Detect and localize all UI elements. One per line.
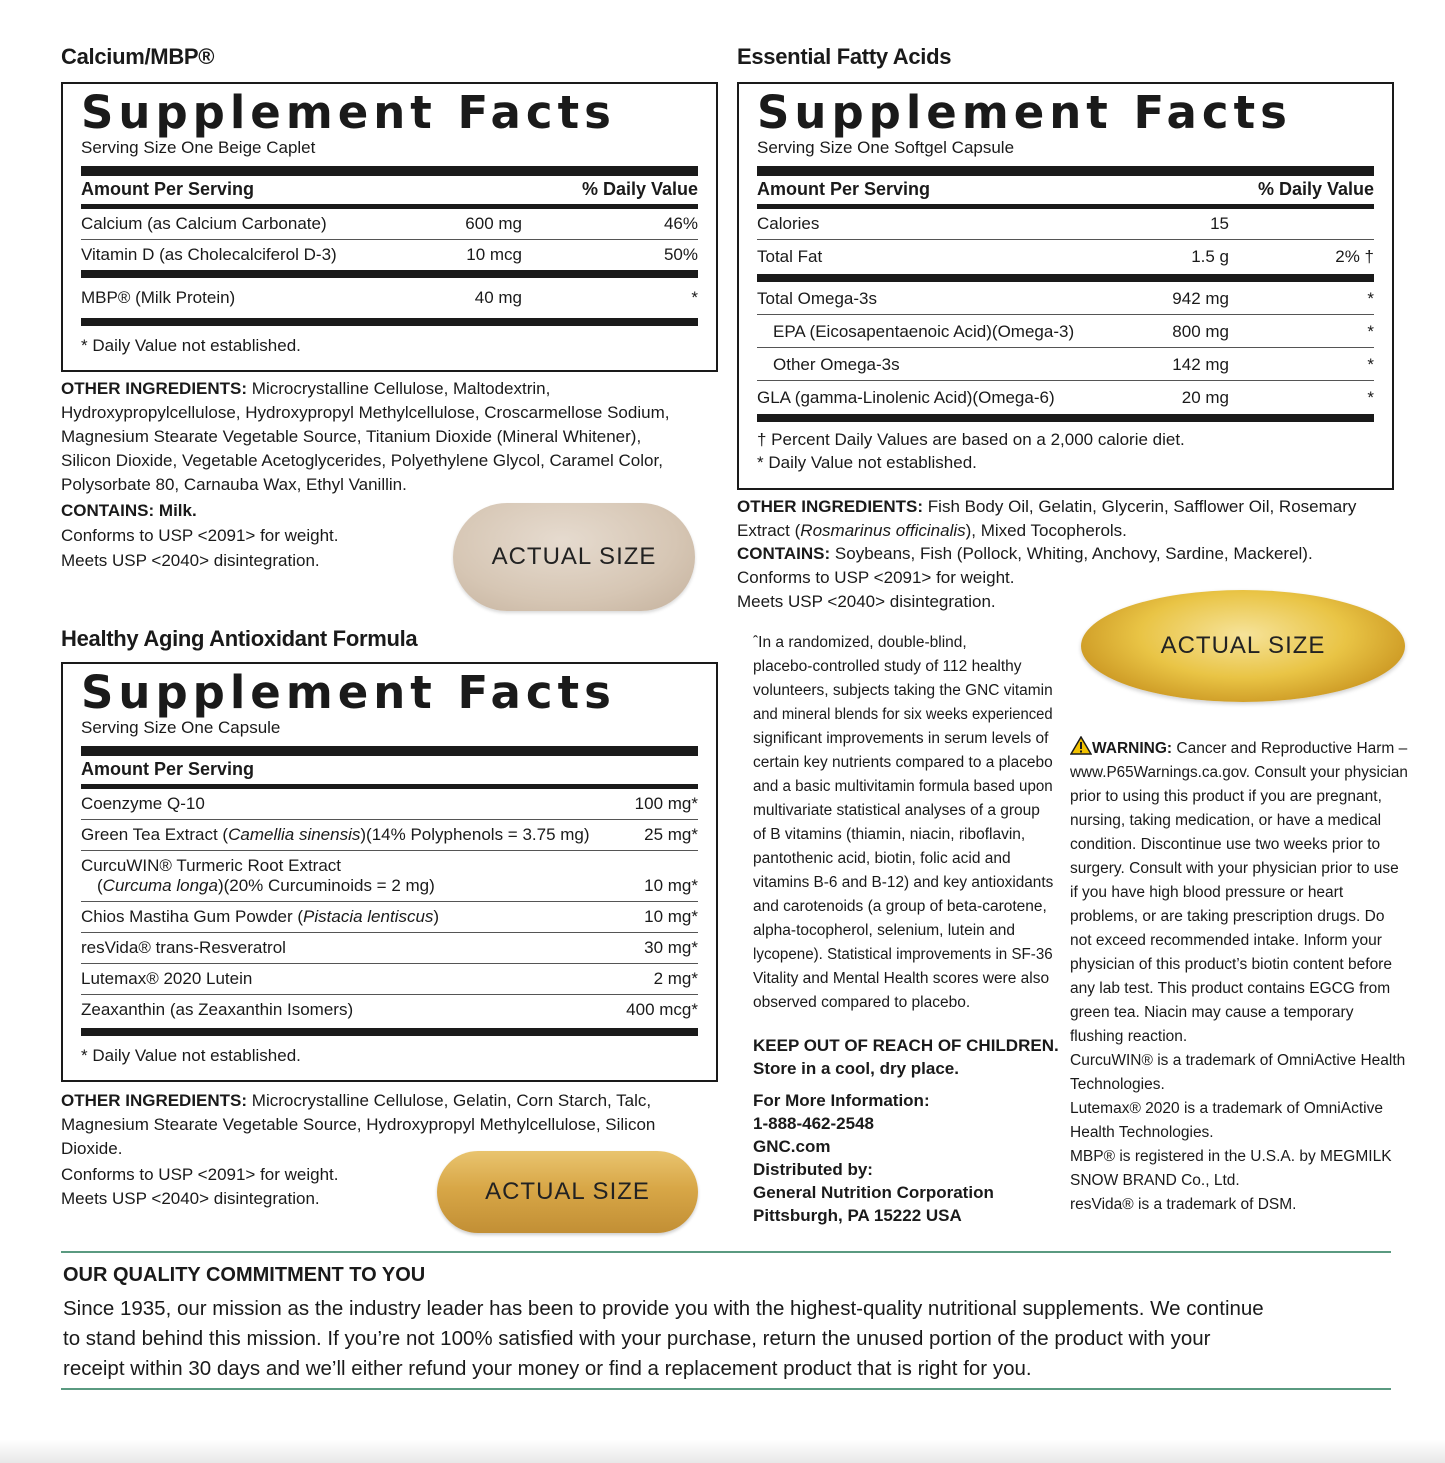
nutrient-row xyxy=(81,995,698,1036)
calcium-facts-heading: Supplement Facts xyxy=(81,86,616,139)
study-line: placebo-controlled study of 112 healthy xyxy=(753,658,1022,675)
other-ingredients-italic: Rosmarinus officinalis xyxy=(800,521,966,540)
contains-label: CONTAINS: xyxy=(737,544,831,563)
efa-serving-size: Serving Size One Softgel Capsule xyxy=(757,138,1374,176)
warning-line: condition. Discontinue use two weeks prior to xyxy=(1070,836,1381,853)
nutrient-row xyxy=(81,902,698,933)
amount-per-serving-label: Amount Per Serving xyxy=(757,179,931,199)
nutrient-amount: 942 mg xyxy=(1172,289,1229,308)
warning-line: physician of this product’s biotin content before xyxy=(1070,956,1392,973)
nutrient-row xyxy=(757,209,1374,240)
calcium-serving-size: Serving Size One Beige Caplet xyxy=(81,138,698,176)
warning-line: not exceed recommended intake. Inform your xyxy=(1070,932,1382,949)
study-line: and mineral blends for six weeks experienced xyxy=(753,706,1053,723)
warning-line: SNOW BRAND Co., Ltd. xyxy=(1070,1172,1240,1189)
calcium-title: Calcium/MBP® xyxy=(61,44,215,69)
capsule-pill-image xyxy=(437,1151,698,1233)
warning-line: Health Technologies. xyxy=(1070,1124,1214,1141)
nutrient-amount: 30 mg* xyxy=(644,938,698,957)
nutrient-name-detail: (Curcuma longa)(20% Curcuminoids = 2 mg) xyxy=(97,876,435,895)
nutrient-dv: 46% xyxy=(663,214,698,233)
warning-line: prior to using this product if you are pregnant, xyxy=(1070,788,1382,805)
efa-footnote-dv: * Daily Value not established. xyxy=(757,453,977,472)
aging-amount-header xyxy=(81,756,698,789)
nutrient-amount: 15 xyxy=(1210,214,1229,233)
daily-value-label: % Daily Value xyxy=(1257,179,1374,199)
other-ingredients-text: ), Mixed Tocopherols. xyxy=(965,521,1127,540)
nutrient-dv: * xyxy=(1367,289,1374,308)
efa-usp-disintegration: Meets USP <2040> disintegration. xyxy=(737,592,996,611)
contains-text: Milk. xyxy=(154,501,197,520)
warning-body xyxy=(1070,761,1410,1217)
study-line: alpha-tocopherol, selenium, lutein and xyxy=(753,922,1015,939)
nutrient-name: Lutemax® 2020 Lutein xyxy=(81,969,253,988)
nutrient-dv: * xyxy=(1367,322,1374,341)
warning-line: green tea. Niacin may cause a temporary xyxy=(1070,1004,1354,1021)
distributed-by-label: Distributed by: xyxy=(753,1160,873,1179)
nutrient-amount: 142 mg xyxy=(1172,355,1229,374)
quality-line: receipt within 30 days and we’ll either refund your money or find a replacement product that is right for you. xyxy=(63,1357,1032,1380)
divider-bottom xyxy=(61,1388,1391,1390)
efa-other-ingredients xyxy=(737,495,1392,543)
page-bottom-edge xyxy=(0,1440,1445,1463)
aging-facts-heading: Supplement Facts xyxy=(81,666,616,719)
efa-title: Essential Fatty Acids xyxy=(737,44,952,69)
nutrient-row xyxy=(757,282,1374,315)
nutrient-row xyxy=(757,348,1374,381)
warning-line: MBP® is registered in the U.S.A. by MEGMILK xyxy=(1070,1148,1392,1165)
nutrient-name: EPA (Eicosapentaenoic Acid)(Omega-3) xyxy=(773,322,1075,341)
warning-line: flushing reaction. xyxy=(1070,1028,1188,1045)
other-ingredients-text: Microcrystalline Cellulose, Maltodextrin, Hydroxypropylcellulose, Hydroxypropyl Methylcellulose, Croscarmellose Sodium, Magnesium Stearate Vegetable Source, Titanium Dioxide (Mineral Whitener), Silicon Dioxide, Vegetable Acetoglycerides, Polyethylene Glycol, Caramel Color, Polysorbate 80, Carnauba Wax, Ethyl Vanillin. xyxy=(61,379,670,494)
nutrient-amount: 10 mg* xyxy=(644,876,698,895)
nutrient-name: CurcuWIN® Turmeric Root Extract xyxy=(81,856,342,875)
study-line: and a basic multivitamin formula based upon xyxy=(753,778,1053,795)
nutrient-amount: 25 mg* xyxy=(644,825,698,844)
study-line: volunteers, subjects taking the GNC vitamin xyxy=(753,682,1053,699)
nutrient-amount: 10 mg* xyxy=(644,907,698,926)
nutrient-dv xyxy=(1229,214,1374,234)
nutrient-row-curcuwin xyxy=(81,851,698,902)
study-line: certain key nutrients compared to a placebo xyxy=(753,754,1053,771)
calcium-footnote: * Daily Value not established. xyxy=(81,336,301,355)
nutrient-name: Total Fat xyxy=(757,247,823,266)
contains-label: CONTAINS: xyxy=(61,501,155,520)
calcium-facts-panel xyxy=(61,82,718,372)
actual-size-label: ACTUAL SIZE xyxy=(491,543,657,570)
calcium-contains xyxy=(61,499,197,523)
nutrient-row xyxy=(81,240,698,278)
study-line: observed compared to placebo. xyxy=(753,994,971,1011)
nutrient-row xyxy=(81,278,698,326)
nutrient-row xyxy=(81,933,698,964)
storage-notice: Store in a cool, dry place. xyxy=(753,1059,959,1078)
quality-text xyxy=(63,1294,1393,1384)
quality-line: to stand behind this mission. If you’re not 100% satisfied with your purchase, return the unused portion of the product with your xyxy=(63,1327,1211,1350)
aging-serving-size: Serving Size One Capsule xyxy=(81,718,698,756)
other-ingredients-label: OTHER INGREDIENTS: xyxy=(61,1091,248,1110)
warning-line: Lutemax® 2020 is a trademark of OmniActive xyxy=(1070,1100,1383,1117)
study-text xyxy=(753,631,1058,1015)
warning-line: problems, or are taking prescription drugs. Do xyxy=(1070,908,1385,925)
nutrient-name: Other Omega-3s xyxy=(773,355,900,374)
nutrient-amount: 10 mcg xyxy=(466,245,522,264)
nutrient-dv: 50% xyxy=(663,245,698,264)
company-name: General Nutrition Corporation xyxy=(753,1183,994,1202)
nutrient-name: Vitamin D (as Cholecalciferol D-3) xyxy=(81,245,337,264)
study-line: vitamins B-6 and B-12) and key antioxidants xyxy=(753,874,1054,891)
study-line: and carotenoids (a group of beta-carotene, xyxy=(753,898,1047,915)
nutrient-row xyxy=(757,240,1374,282)
calcium-other-ingredients xyxy=(61,377,691,497)
nutrient-name: Total Omega-3s xyxy=(757,289,877,308)
caplet-pill-image xyxy=(453,503,695,611)
nutrient-row xyxy=(81,820,698,851)
study-line: multivariate statistical analyses of a group xyxy=(753,802,1040,819)
other-ingredients-text: Microcrystalline Cellulose, Gelatin, Corn Starch, Talc, Magnesium Stearate Vegetable Source, Hydroxypropyl Methylcellulose, Silicon Dioxide. xyxy=(61,1091,656,1158)
nutrient-amount: 100 mg* xyxy=(634,794,698,813)
actual-size-label: ACTUAL SIZE xyxy=(1160,632,1326,659)
amount-per-serving-label: Amount Per Serving xyxy=(81,759,255,779)
nutrient-name: Chios Mastiha Gum Powder (Pistacia lentiscus) xyxy=(81,907,440,926)
warning-line: resVida® is a trademark of DSM. xyxy=(1070,1196,1297,1213)
nutrient-name: Calories xyxy=(757,214,820,233)
nutrient-dv: * xyxy=(691,288,698,307)
more-info-label: For More Information: xyxy=(753,1091,930,1110)
efa-facts-heading: Supplement Facts xyxy=(757,86,1292,139)
warning-triangle-icon xyxy=(1070,736,1092,755)
daily-value-label: % Daily Value xyxy=(581,179,698,199)
study-line: of B vitamins (thiamin, niacin, riboflavin, xyxy=(753,826,1026,843)
other-ingredients-text: Fish Body Oil, Gelatin, Glycerin, Safflower Oil, Rosemary Extract ( xyxy=(737,497,1357,540)
warning-label: WARNING: xyxy=(1092,740,1173,757)
nutrient-amount: 400 mcg* xyxy=(626,1000,698,1019)
study-line: Vitality and Mental Health scores were also xyxy=(753,970,1050,987)
nutrient-name: Coenzyme Q-10 xyxy=(81,794,205,813)
nutrient-amount: 600 mg xyxy=(465,214,522,233)
nutrient-dv: * xyxy=(1367,355,1374,374)
efa-contains xyxy=(737,542,1392,566)
study-line: lycopene). Statistical improvements in SF-36 xyxy=(753,946,1053,963)
phone-number: 1-888-462-2548 xyxy=(753,1114,874,1133)
calcium-amount-header xyxy=(81,176,698,209)
contains-text: Soybeans, Fish (Pollock, Whiting, Anchovy, Sardine, Mackerel). xyxy=(830,544,1313,563)
efa-footnotes xyxy=(757,422,1374,484)
quality-title: OUR QUALITY COMMITMENT TO YOU xyxy=(63,1264,426,1286)
nutrient-row xyxy=(757,315,1374,348)
calcium-usp-weight: Conforms to USP <2091> for weight. xyxy=(61,526,339,545)
warning-line: any lab test. This product contains EGCG from xyxy=(1070,980,1391,997)
nutrient-name: MBP® (Milk Protein) xyxy=(81,288,236,307)
aging-usp-weight: Conforms to USP <2091> for weight. xyxy=(61,1165,339,1184)
aging-facts-panel xyxy=(61,662,718,1082)
nutrient-name: resVida® trans-Resveratrol xyxy=(81,938,286,957)
other-ingredients-label: OTHER INGREDIENTS: xyxy=(61,379,248,398)
divider-top xyxy=(61,1251,1391,1253)
nutrient-dv: * xyxy=(1367,388,1374,407)
study-line: significant improvements in serum levels of xyxy=(753,730,1049,747)
nutrient-name: Green Tea Extract (Camellia sinensis)(14% Polyphenols = 3.75 mg) xyxy=(81,825,590,844)
nutrient-name: Zeaxanthin (as Zeaxanthin Isomers) xyxy=(81,1000,354,1019)
company-address: Pittsburgh, PA 15222 USA xyxy=(753,1206,962,1225)
nutrient-amount: 40 mg xyxy=(474,288,522,307)
warning-text: Cancer and Reproductive Harm – xyxy=(1172,740,1408,757)
aging-footnote: * Daily Value not established. xyxy=(81,1046,301,1065)
nutrient-amount: 800 mg xyxy=(1172,322,1229,341)
amount-per-serving-label: Amount Per Serving xyxy=(81,179,255,199)
nutrient-amount: 2 mg* xyxy=(653,969,698,988)
nutrient-row xyxy=(81,209,698,240)
aging-title: Healthy Aging Antioxidant Formula xyxy=(61,626,418,651)
contact-block xyxy=(753,1034,1059,1227)
nutrient-amount: 1.5 g xyxy=(1191,247,1229,266)
nutrient-name: GLA (gamma-Linolenic Acid)(Omega-6) xyxy=(757,388,1055,407)
warning-line: surgery. Consult with your physician prior to use xyxy=(1070,860,1399,877)
nutrient-row xyxy=(81,789,698,820)
warning-line: CurcuWIN® is a trademark of OmniActive Health xyxy=(1070,1052,1406,1069)
actual-size-label: ACTUAL SIZE xyxy=(485,1178,650,1205)
quality-line: Since 1935, our mission as the industry leader has been to provide you with the highest-quality nutritional supplements. We continue xyxy=(63,1297,1264,1320)
nutrient-name: Calcium (as Calcium Carbonate) xyxy=(81,214,327,233)
softgel-pill-image xyxy=(1081,590,1405,702)
efa-usp-weight: Conforms to USP <2091> for weight. xyxy=(737,568,1015,587)
warning-line: if you have high blood pressure or heart xyxy=(1070,884,1344,901)
warning-line: nursing, taking medication, or have a medical xyxy=(1070,812,1382,829)
website: GNC.com xyxy=(753,1137,831,1156)
efa-facts-panel xyxy=(737,82,1394,490)
aging-usp-disintegration: Meets USP <2040> disintegration. xyxy=(61,1189,320,1208)
warning-line: www.P65Warnings.ca.gov. Consult your physician xyxy=(1070,764,1408,781)
efa-amount-header xyxy=(757,176,1374,209)
nutrient-dv: 2% † xyxy=(1335,247,1374,266)
keep-out-notice: KEEP OUT OF REACH OF CHILDREN. xyxy=(753,1036,1059,1055)
study-line: pantothenic acid, biotin, folic acid and xyxy=(753,850,1011,867)
calcium-usp-disintegration: Meets USP <2040> disintegration. xyxy=(61,551,320,570)
nutrient-amount: 20 mg xyxy=(1181,388,1229,407)
other-ingredients-label: OTHER INGREDIENTS: xyxy=(737,497,924,516)
warning-block xyxy=(1070,736,1410,1217)
nutrient-row xyxy=(757,381,1374,422)
study-line: ˆIn a randomized, double-blind, xyxy=(753,634,967,651)
warning-line: Technologies. xyxy=(1070,1076,1165,1093)
nutrient-row xyxy=(81,964,698,995)
efa-footnote-percent: † Percent Daily Values are based on a 2,000 calorie diet. xyxy=(757,430,1185,449)
